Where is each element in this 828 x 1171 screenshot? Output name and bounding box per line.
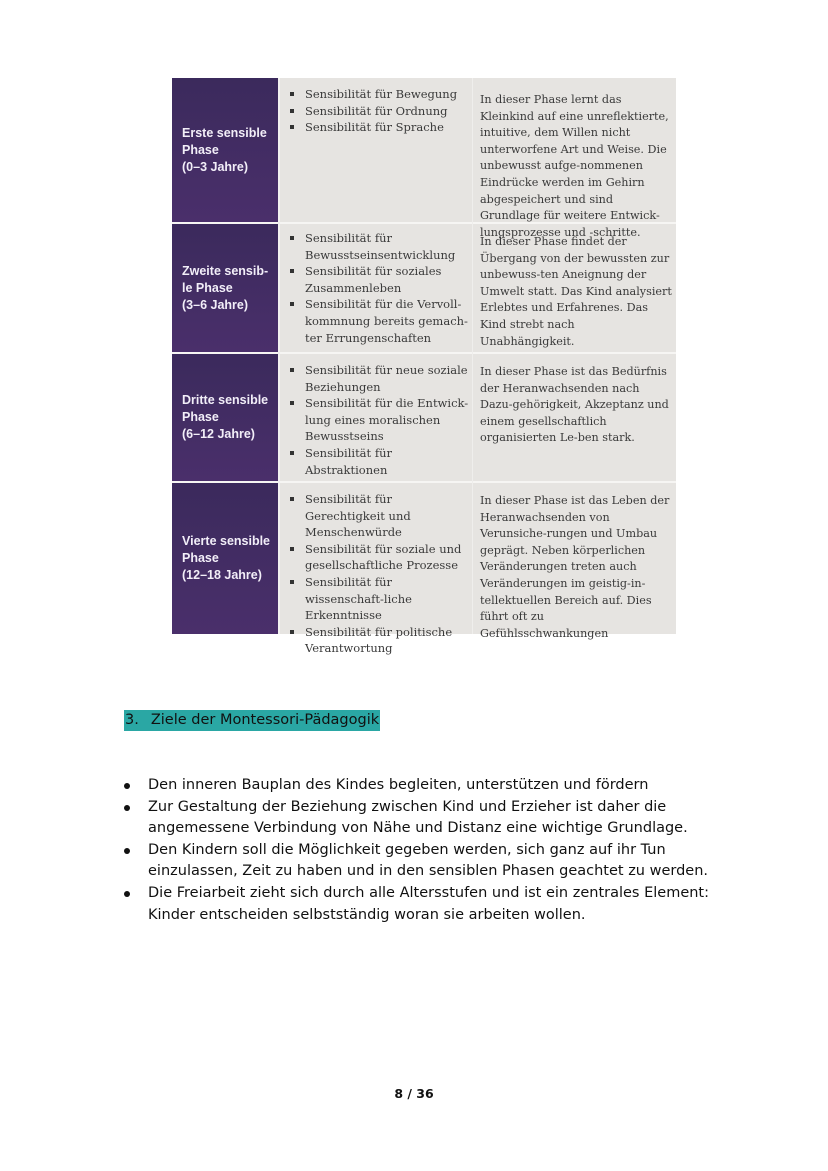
- list-item: Sensibilität für die Vervoll-kommnung bereits gemach-ter Errungenschaften: [285, 296, 471, 346]
- sensitivity-list: [285, 491, 471, 657]
- section-number: 3.: [125, 712, 139, 728]
- phase-label: Zweite sensib- le Phase (3–6 Jahre): [172, 224, 278, 352]
- list-item: Den inneren Bauplan des Kindes begleiten, unterstützen und fördern: [148, 775, 748, 797]
- phase-description: In dieser Phase lernt das Kleinkind auf eine unreflektierte, intuitive, dem Willen nicht unterworfene Art und Weise. Die unbewusst aufge-nommenen Eindrücke werden im Gehirn abgespeichert und sind Grundlage für weitere Entwick-lungsprozesse und -schritte.: [480, 93, 669, 239]
- sensitivity-list: [285, 86, 471, 136]
- sensitivity-list: [285, 362, 471, 478]
- section-heading: [124, 710, 380, 731]
- phase-label: Erste sensible Phase (0–3 Jahre): [172, 78, 278, 222]
- goals-list: [148, 775, 748, 926]
- table-row: [172, 78, 676, 239]
- list-item: Sensibilität für Gerechtigkeit und Menschenwürde: [285, 491, 471, 541]
- list-item: Zur Gestaltung der Beziehung zwischen Kind und Erzieher ist daher die angemessene Verbindung von Nähe und Distanz eine wichtige Grundlage.: [148, 797, 748, 840]
- list-item: Die Freiarbeit zieht sich durch alle Altersstufen und ist ein zentrales Element: Kinder entscheiden selbstständig woran sie arbeiten wollen.: [148, 883, 748, 926]
- bullet-icon: [124, 891, 130, 897]
- list-item: Sensibilität für Sprache: [285, 119, 471, 136]
- list-item: Sensibilität für Bewusstseinsentwicklung: [285, 230, 471, 263]
- bullet-icon: [124, 848, 130, 854]
- list-item: Sensibilität für soziales Zusammenleben: [285, 263, 471, 296]
- table-row: [172, 483, 676, 656]
- column-divider: [278, 78, 280, 634]
- phase-description: In dieser Phase ist das Bedürfnis der Heranwachsenden nach Dazu-gehörigkeit, Akzeptanz und einem gesellschaftlich organisierten Le-ben stark.: [480, 365, 669, 445]
- phase-label: Dritte sensible Phase (6–12 Jahre): [172, 354, 278, 481]
- bullet-icon: [124, 783, 130, 789]
- list-item: Sensibilität für die Entwick-lung eines moralischen Bewusstseins: [285, 395, 471, 445]
- sensitivity-list: [285, 230, 471, 346]
- list-item: Sensibilität für wissenschaft-liche Erkenntnisse: [285, 574, 471, 624]
- phase-label: Vierte sensible Phase (12–18 Jahre): [172, 483, 278, 634]
- section-title: Ziele der Montessori-Pädagogik: [150, 712, 380, 728]
- phase-description: In dieser Phase findet der Übergang von der bewussten zur unbewuss-ten Aneignung der Umwelt statt. Das Kind analysiert Erlebtes und Erfahrenes. Das Kind strebt nach Unabhängigkeit.: [480, 235, 672, 348]
- list-item: Sensibilität für soziale und gesellschaftliche Prozesse: [285, 541, 471, 574]
- table-photo: [172, 78, 676, 656]
- list-item: Sensibilität für Bewegung: [285, 86, 471, 103]
- phase-description: In dieser Phase ist das Leben der Heranwachsenden von Verunsiche-rungen und Umbau geprägt. Neben körperlichen Veränderungen treten auch Veränderungen im geistig-in-tellektuellen Bereich auf. Dies führt oft zu Gefühlsschwankungen: [480, 494, 670, 640]
- list-item: Den Kindern soll die Möglichkeit gegeben werden, sich ganz auf ihr Tun einzulassen, Zeit zu haben und in den sensiblen Phasen geachtet zu werden.: [148, 840, 748, 883]
- list-item: Sensibilität für Abstraktionen: [285, 445, 471, 478]
- list-item: Sensibilität für politische Verantwortung: [285, 624, 471, 657]
- list-item: Sensibilität für Ordnung: [285, 103, 471, 120]
- list-item: Sensibilität für neue soziale Beziehungen: [285, 362, 471, 395]
- bullet-icon: [124, 805, 130, 811]
- column-divider: [472, 78, 473, 634]
- table-row: [172, 354, 676, 481]
- page-number: 8 / 36: [394, 1086, 434, 1101]
- table-row: [172, 224, 676, 352]
